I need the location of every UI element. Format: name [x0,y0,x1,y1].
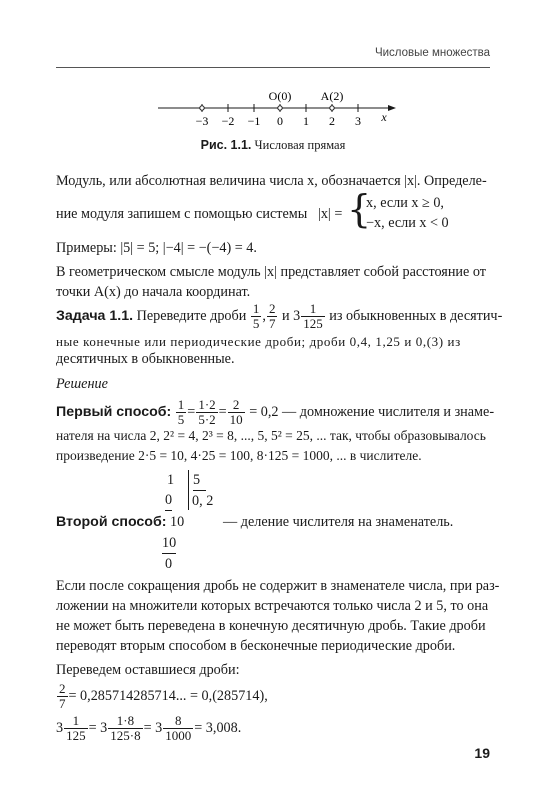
equation-1-rest: = 0,285714285714... = 0,(285714), [68,687,268,704]
para-line-1: Если после сокращения дробь не содержит в знаменателе числа, при раз- [56,578,500,594]
running-header: Числовые множества [374,47,490,59]
para-line-3: не может быть переведена в конечную десятичную дробь. Такие дроби [56,618,486,634]
geometric-line-2: точки A(x) до начала координат. [56,284,251,300]
geometric-line-1: В геометрическом смысле модуль |x| представляет собой расстояние от [56,264,486,280]
task-label: Задача 1.1. [56,307,134,324]
tick-label: 1 [303,114,309,128]
modulus-line-1: Модуль, или абсолютная величина числа x, обозначается |x|. Определе- [56,173,487,189]
tick-label: 2 [329,114,335,128]
caption-text: Числовая прямая [254,138,346,152]
fraction: $\frac{1\cdot 2}{5\cdot 2}$ [198,397,216,427]
fraction: $\frac{1\cdot 8}{125\cdot 8}$ [110,713,141,743]
method2-desc: — деление числителя на знаменатель. [223,514,454,530]
axis-arrow [388,105,396,111]
division-bar [188,470,189,510]
point-a-marker [330,106,334,110]
fraction: $\frac{8}{1000}$ [165,713,192,743]
task-line-3: десятичных в обыкновенные. [56,351,235,367]
tick-label: 3 [355,114,361,128]
task-text: Переведите дроби [136,307,247,324]
method2-label: Второй способ: [56,514,167,530]
figure-caption [0,138,546,153]
division-divisor: 5 [193,470,206,491]
origin-marker [278,106,282,110]
system-brace: { [347,187,372,231]
tick-label: −3 [195,114,209,128]
task-line-1: Задача 1.1. Переведите дроби $\frac{1}{5}$ , $\frac{2}{7}$ и 3 $\frac{1}{125}$ из обыкновенных в десятич- [56,301,503,331]
equation-2: 3 $\frac{1}{125}$ = 3 $\frac{1\cdot 8}{125\cdot 8}$ = 3 $\frac{8}{1000}$ = 3,008. [56,713,242,743]
system-case-2: −x, если x < 0 [366,215,449,231]
method1-line-1: Первый способ: $\frac{1}{5}$ = $\frac{1\cdot 2}{5\cdot 2}$ = $\frac{2}{10}$ = 0,2 — домножение числителя и знаме- [56,397,495,427]
fraction: $\frac{1}{5}$ [177,397,185,427]
examples: Примеры: |5| = 5; |−4| = −(−4) = 4. [56,240,257,256]
header-rule [56,67,490,68]
fraction: $\frac{1}{125}$ [303,301,323,331]
equation-2-result: = 3,008. [194,719,242,736]
point-marker [200,106,204,110]
remaining-intro: Переведем оставшиеся дроби: [56,662,240,678]
method1-line-3: произведение 2·5 = 10, 4·25 = 100, 8·125 = 1000, ... в числителе. [56,448,422,463]
task-line-2: ные конечные или периодические дроби; дроби 0,4, 1,25 и 0,(3) из [56,334,461,349]
method2-line [56,512,184,532]
origin-label: O(0) [268,89,292,103]
page-number: 19 [474,745,490,761]
division-dividend: 1 [167,472,175,488]
tick-label: 0 [277,114,283,128]
task-text: и 3 [281,307,301,324]
system-case-1: x, если x ≥ 0, [366,195,444,211]
division-step: 10 [170,514,185,530]
tick-label: −1 [247,114,261,128]
division-step: 10 [162,533,176,554]
fraction: $\frac{2}{7}$ [268,301,276,331]
point-a-label: A(2) [320,89,344,103]
task-text: из обыкновенных в десятич- [329,307,503,324]
fraction: $\frac{1}{125}$ [66,713,86,743]
method1-line-2: нателя на числа 2, 2² = 4, 2³ = 8, ..., 5, 5² = 25, ... так, чтобы образовывалось [56,428,486,443]
para-line-2: ложении на множители которых встречаются только числа 2 и 5, то она [56,598,489,614]
division-quotient: 0, 2 [192,493,214,509]
fraction: $\frac{1}{5}$ [252,301,260,331]
division-step: 0 [165,490,172,511]
number-line-figure [150,88,400,134]
equation-1 [56,682,268,711]
fraction: $\frac{2}{10}$ [229,397,243,427]
fraction: $\frac{2}{7}$ [59,681,66,711]
para-line-4: переводят вторым способом в бесконечные периодические дроби. [56,638,456,654]
tick-label: −2 [221,114,235,128]
method1-label: Первый способ: [56,403,172,420]
method1-result: = 0,2 — домножение числителя и знаме- [249,403,495,420]
caption-label: Рис. 1.1. [200,138,252,152]
solution-label: Решение [56,376,108,392]
modulus-lhs: |x| = [318,206,343,222]
division-remainder: 0 [165,556,173,572]
axis-label: x [381,110,387,124]
modulus-line-2: ние модуля запишем с помощью системы [56,206,308,222]
